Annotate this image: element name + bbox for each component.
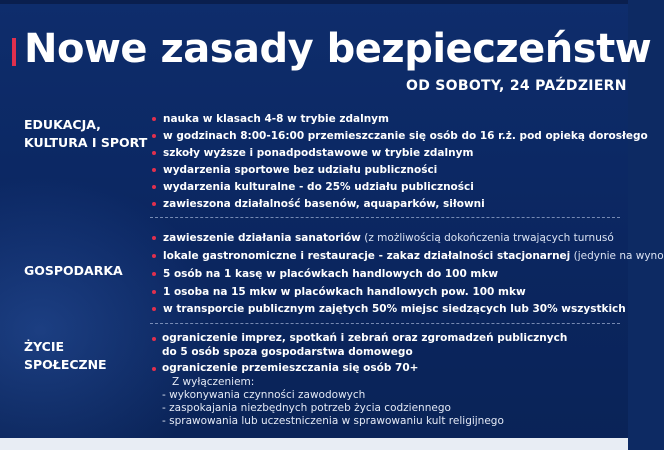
page-title: Nowe zasady bezpieczeństw (24, 26, 652, 72)
top-bar (0, 0, 628, 4)
list-item-line: ograniczenie imprez, spotkań i zebrań oraz zgromadzeń publicznych (162, 332, 568, 344)
bottom-band (0, 438, 628, 450)
list-item-line: do 5 osób spoza gospodarstwa domowego (162, 346, 413, 358)
bullet (152, 272, 156, 276)
list-item: wydarzenia sportowe bez udziału publiczności (163, 164, 438, 176)
page-subtitle: OD SOBOTY, 24 PAŹDZIERN (406, 78, 627, 94)
exceptions-heading: Z wyłączeniem: (172, 376, 255, 388)
bullet (152, 151, 156, 155)
list-item: szkoły wyższe i ponadpodstawowe w trybie zdalnym (163, 147, 474, 159)
bullet (152, 254, 156, 258)
bullet (152, 290, 156, 294)
list-item: zawieszenie działania sanatoriów (z możliwością dokończenia trwających turnusó (163, 232, 614, 244)
bullet (152, 337, 156, 341)
section-divider (150, 217, 620, 218)
section-divider (150, 323, 620, 324)
list-item: 1 osoba na 15 mkw w placówkach handlowych pow. 100 mkw (163, 286, 526, 298)
section-label-zycie-spoleczne: ŻYCIE SPOŁECZNE (24, 339, 107, 372)
bullet (152, 367, 156, 371)
bullet (152, 236, 156, 240)
list-item: nauka w klasach 4-8 w trybie zdalnym (163, 113, 389, 125)
section-label-edukacja: EDUKACJA, KULTURA I SPORT (24, 117, 148, 150)
bullet (152, 168, 156, 172)
bullet (152, 134, 156, 138)
exception-line: - sprawowania lub uczestniczenia w sprawowaniu kult religijnego (162, 415, 504, 427)
list-item: 5 osób na 1 kasę w placówkach handlowych do 100 mkw (163, 268, 499, 280)
exception-line: - wykonywania czynności zawodowych (162, 389, 366, 401)
list-item: w transporcie publicznym zajętych 50% miejsc siedzących lub 30% wszystkich (163, 303, 626, 315)
bullet (152, 117, 156, 121)
list-item: ograniczenie przemieszczania się osób 70+ (162, 362, 419, 374)
title-accent-bar (12, 38, 16, 66)
list-item: lokale gastronomiczne i restauracje - zakaz działalności stacjonarnej (jedynie na wyno (163, 250, 664, 262)
bullet (152, 185, 156, 189)
exception-line: - zaspokajania niezbędnych potrzeb życia codziennego (162, 402, 451, 414)
bullet (152, 307, 156, 311)
section-label-gospodarka: GOSPODARKA (24, 263, 123, 278)
bullet (152, 202, 156, 206)
list-item: wydarzenia kulturalne - do 25% udziału publiczności (163, 181, 474, 193)
list-item: w godzinach 8:00-16:00 przemieszczanie się osób do 16 r.ż. pod opieką dorosłego (163, 130, 648, 142)
list-item: zawieszona działalność basenów, aquaparków, siłowni (163, 198, 485, 210)
